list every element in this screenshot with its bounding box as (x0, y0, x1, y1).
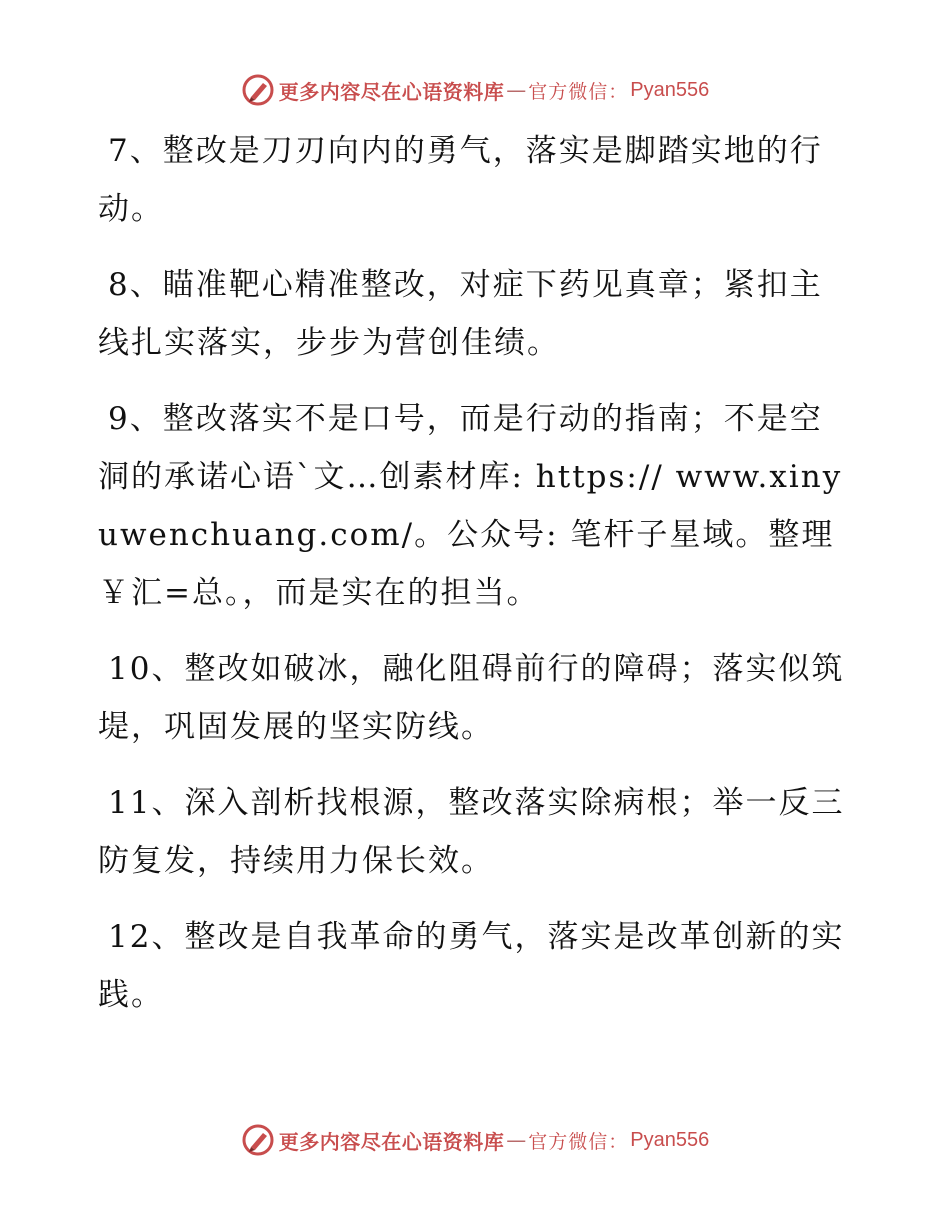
footer-banner (0, 1120, 950, 1160)
paragraph-9: 9、整改落实不是口号，而是行动的指南；不是空洞的承诺心语`文…创素材库: https:// www.xinyuwenchuang.com/。公众号: 笔杆子星域。整理￥汇=总。，而是实在的担当。 (98, 401, 843, 611)
banner-site-text: 更多内容尽在心语资料库 (278, 1129, 505, 1154)
banner-separator: — (506, 78, 527, 102)
banner-separator: — (506, 1128, 527, 1152)
header-banner (0, 70, 950, 110)
paragraph-10: 10、整改如破冰，融化阻碍前行的障碍；落实似筑堤，巩固发展的坚实防线。 (98, 651, 845, 745)
document-body (98, 122, 850, 1042)
pen-circle-logo-icon (241, 1123, 275, 1157)
banner-wechat-id: Pyan556 (630, 78, 710, 101)
paragraph-8: 8、瞄准靶心精准整改，对症下药见真章；紧扣主线扎实落实，步步为营创佳绩。 (98, 267, 823, 361)
pen-circle-logo-icon (241, 73, 275, 107)
paragraph-11: 11、深入剖析找根源，整改落实除病根；举一反三防复发，持续用力保长效。 (98, 785, 845, 879)
banner-wechat-label: 官方微信： (528, 80, 629, 103)
paragraph-7: 7、整改是刀刃向内的勇气，落实是脚踏实地的行动。 (98, 133, 823, 227)
banner-site-text: 更多内容尽在心语资料库 (278, 79, 505, 104)
banner-wechat-label: 官方微信： (528, 1130, 629, 1153)
banner-wechat-id: Pyan556 (630, 1128, 710, 1151)
paragraph-12: 12、整改是自我革命的勇气，落实是改革创新的实践。 (98, 919, 845, 1013)
